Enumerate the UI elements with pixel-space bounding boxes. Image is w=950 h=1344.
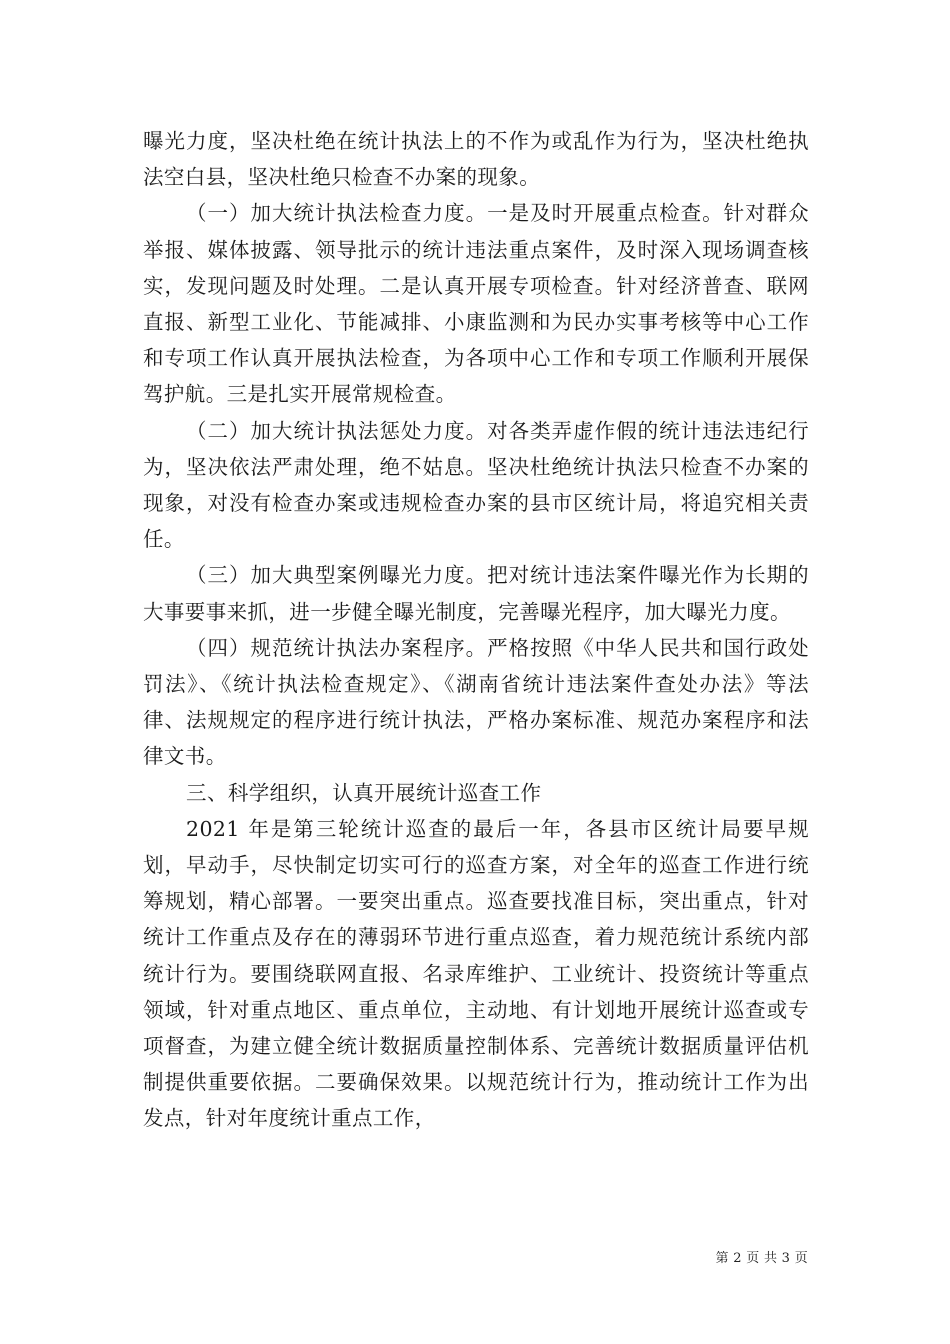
paragraph-continuation: 曝光力度，坚决杜绝在统计执法上的不作为或乱作为行为，坚决杜绝执法空白县，坚决杜绝只检查不办案的现象。 xyxy=(143,129,809,190)
paragraph-section-2: （二）加大统计执法惩处力度。对各类弄虚作假的统计违法违纪行为，坚决依法严肃处理，绝不姑息。坚决杜绝统计执法只检查不办案的现象，对没有检查办案或违规检查办案的县市区统计局，将追究相关责任。 xyxy=(143,418,809,552)
page-number-footer: 第 2 页 共 3 页 xyxy=(715,1251,808,1266)
paragraph-section-4: （四）规范统计执法办案程序。严格按照《中华人民共和国行政处罚法》、《统计执法检查规定》、《湖南省统计违法案件查处办法》等法律、法规规定的程序进行统计执法，严格办案标准、规范办案程序和法律文书。 xyxy=(143,635,809,769)
paragraph-section-1: （一）加大统计执法检查力度。一是及时开展重点检查。针对群众举报、媒体披露、领导批示的统计违法重点案件，及时深入现场调查核实，发现问题及时处理。二是认真开展专项检查。针对经济普查、联网直报、新型工业化、节能减排、小康监测和为民办实事考核等中心工作和专项工作认真开展执法检查，为各项中心工作和专项工作顺利开展保驾护航。三是扎实开展常规检查。 xyxy=(143,201,809,407)
document-body xyxy=(143,123,809,1137)
section-heading-three: 三、科学组织，认真开展统计巡查工作 xyxy=(186,780,542,805)
paragraph-section-3: （三）加大典型案例曝光力度。把对统计违法案件曝光作为长期的大事要事来抓，进一步健全曝光制度，完善曝光程序，加大曝光力度。 xyxy=(143,563,809,624)
paragraph-inspection: 2021 年是第三轮统计巡查的最后一年，各县市区统计局要早规划，早动手，尽快制定切实可行的巡查方案，对全年的巡查工作进行统筹规划，精心部署。一要突出重点。巡查要找准目标，突出重点，针对统计工作重点及存在的薄弱环节进行重点巡查，着力规范统计系统内部统计行为。要围绕联网直报、名录库维护、工业统计、投资统计等重点领域，针对重点地区、重点单位，主动地、有计划地开展统计巡查或专项督查，为建立健全统计数据质量控制体系、完善统计数据质量评估机制提供重要依据。二要确保效果。以规范统计行为，推动统计工作为出发点，针对年度统计重点工作， xyxy=(143,816,809,1131)
